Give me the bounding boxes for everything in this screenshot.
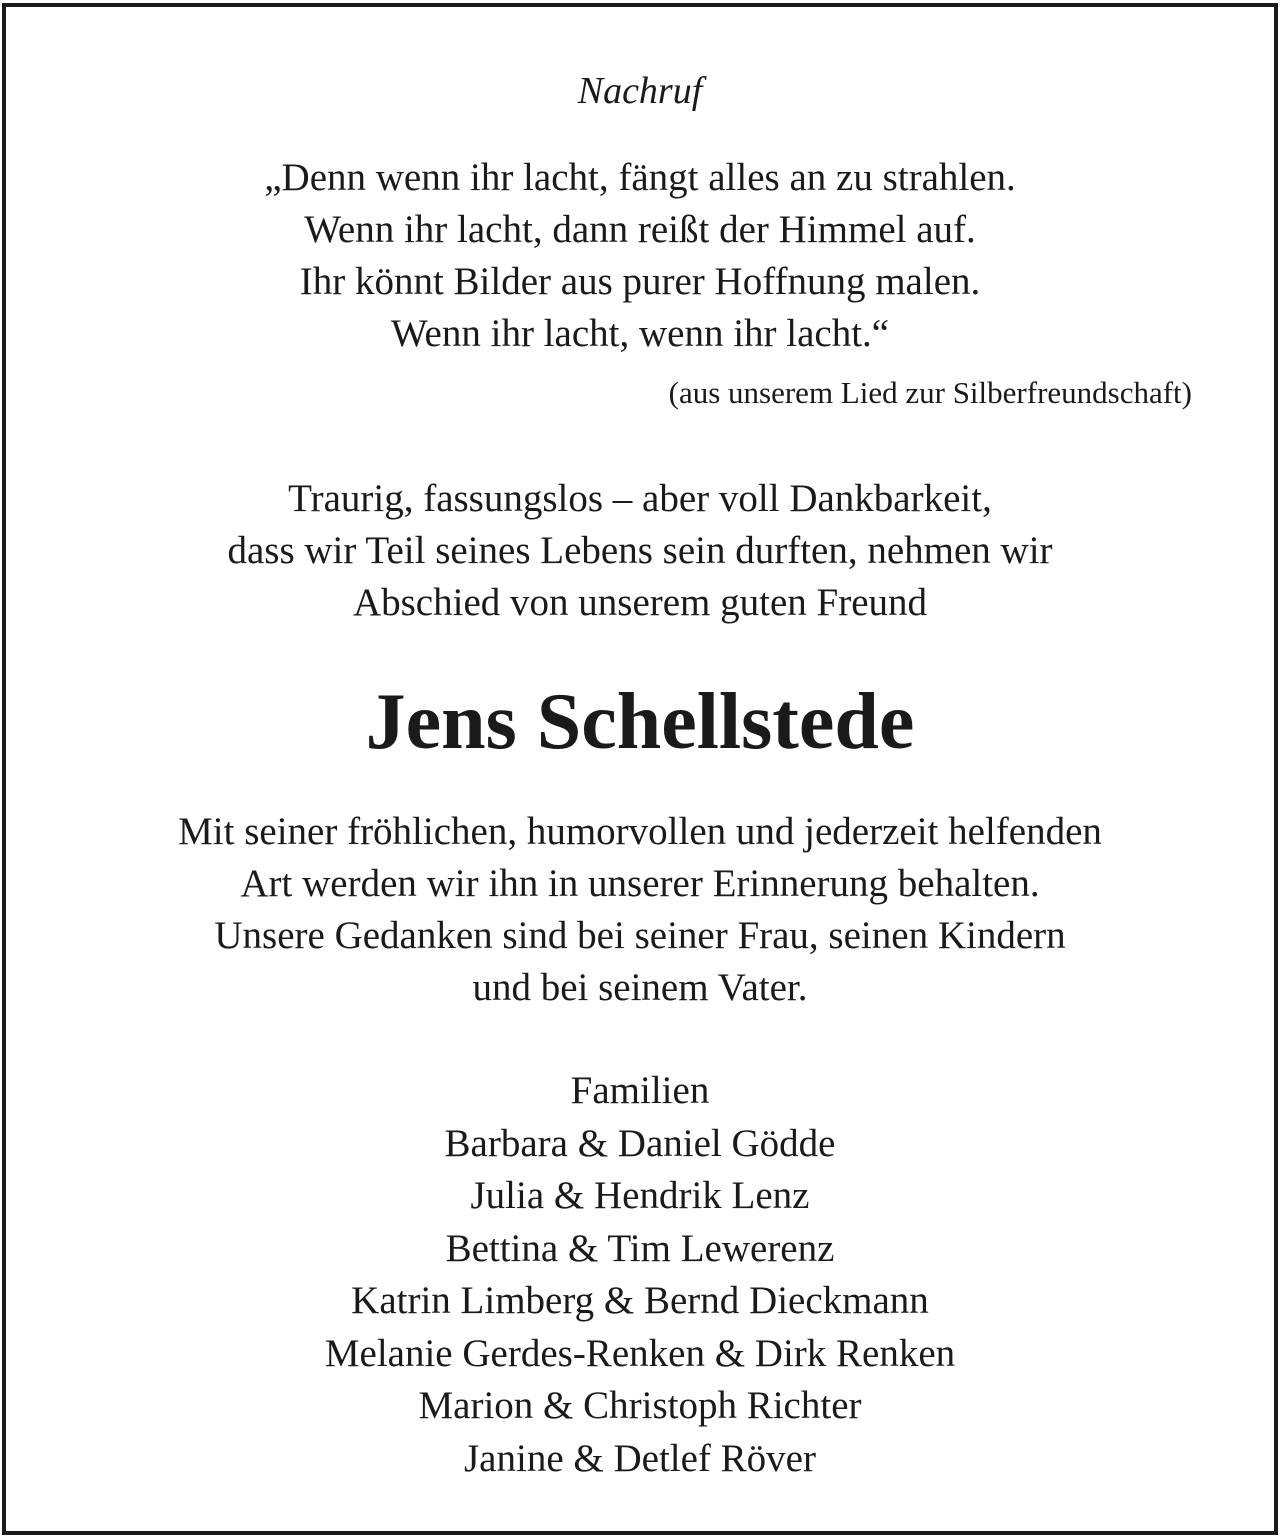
quote-line: Wenn ihr lacht, dann reißt der Himmel auf. [304, 208, 976, 251]
family-name: Barbara & Daniel Gödde [444, 1121, 836, 1165]
quote-line: „Denn wenn ihr lacht, fängt alles an zu strahlen. [264, 156, 1016, 199]
families-title: Familien [570, 1069, 710, 1112]
family-name: Marion & Christoph Richter [418, 1384, 862, 1427]
family-name: Bettina & Tim Lewerenz [445, 1226, 835, 1270]
deceased-name: Jens Schellstede [365, 678, 915, 766]
family-name: Janine & Detlef Röver [464, 1436, 816, 1480]
intro-line: dass wir Teil seines Lebens sein durften, nehmen wir [227, 529, 1053, 572]
tribute-line: Mit seiner fröhlichen, humorvollen und jederzeit helfenden [178, 810, 1102, 853]
families-list [6, 1065, 1274, 1485]
quote-source: (aus unserem Lied zur Silberfreundschaft) [668, 375, 1192, 410]
quote-line: Wenn ihr lacht, wenn ihr lacht.“ [390, 312, 890, 355]
song-quote [6, 152, 1274, 360]
intro-line: Abschied von unserem guten Freund [352, 581, 928, 624]
tribute-text [6, 806, 1274, 1014]
intro-line: Traurig, fassungslos – aber voll Dankbarkeit, [288, 477, 992, 520]
notice-heading: Nachruf [577, 70, 703, 112]
family-name: Katrin Limberg & Bernd Dieckmann [351, 1279, 929, 1322]
family-name: Melanie Gerdes-Renken & Dirk Renken [324, 1331, 956, 1375]
tribute-line: Unsere Gedanken sind bei seiner Frau, seinen Kindern [214, 914, 1066, 957]
tribute-line: und bei seinem Vater. [472, 966, 808, 1009]
family-name: Julia & Hendrik Lenz [470, 1174, 810, 1217]
tribute-line: Art werden wir ihn in unserer Erinnerung behalten. [240, 862, 1040, 905]
quote-line: Ihr könnt Bilder aus purer Hoffnung malen. [299, 260, 981, 303]
intro-text [6, 473, 1274, 629]
obituary-notice [2, 3, 1278, 1535]
